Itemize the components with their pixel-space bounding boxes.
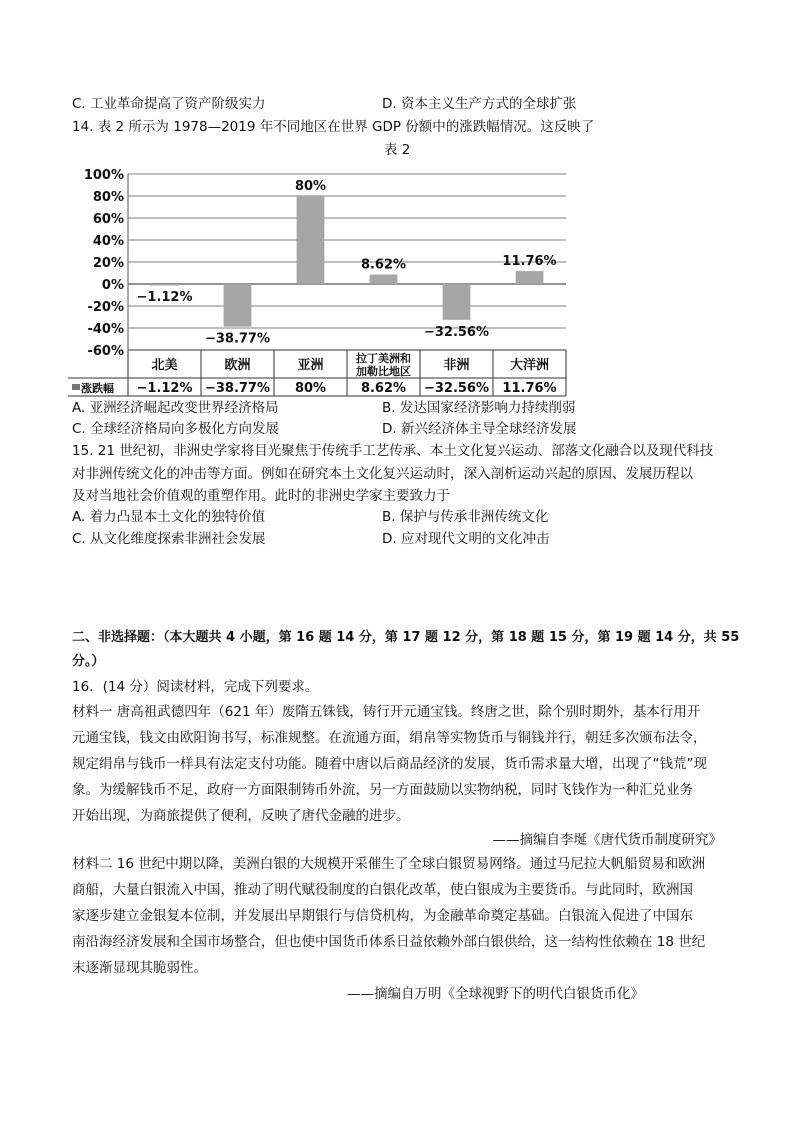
y-tick-label: 80% (92, 190, 124, 205)
category-label: 非洲 (443, 358, 470, 373)
q14-option-d: D. 新兴经济体主导全球经济发展 (382, 421, 577, 437)
bar (516, 271, 544, 284)
table-value: 80% (294, 381, 327, 396)
chart-gridlines (128, 174, 566, 350)
bar (297, 196, 325, 284)
table-value: −1.12% (136, 381, 193, 396)
category-label: 加勒比地区 (356, 365, 411, 378)
legend-label: 涨跌幅 (81, 382, 114, 395)
q15-option-b: B. 保护与传承非洲传统文化 (382, 509, 549, 525)
bar (443, 284, 471, 320)
table-value: 11.76% (502, 381, 557, 396)
y-tick-label: 0% (101, 278, 124, 293)
bar (224, 284, 252, 327)
material-2-line-1: 材料二 16 世纪中期以降，美洲白银的大规模开采催生了全球白银贸易网络。通过马尼拉大帆船贸易和欧洲 (72, 856, 706, 872)
material-2-line-5: 末逐渐显现其脆弱性。 (72, 960, 207, 976)
bar (151, 284, 179, 286)
q16-stem: 16．(14 分）阅读材料，完成下列要求。 (72, 679, 319, 695)
gdp-change-chart (68, 162, 568, 397)
q14-option-a: A. 亚洲经济崛起改变世界经济格局 (72, 400, 279, 416)
material-2-line-3: 家逐步建立金银复本位制，并发展出早期银行与信贷机构，为金融革命奠定基础。白银流入促进了中国东 (72, 908, 693, 924)
value-label: 8.62% (360, 257, 407, 273)
q15-option-c: C. 从文化维度探索非洲社会发展 (72, 531, 266, 547)
q15-stem-line-3: 及对当地社会价值观的重塑作用。此时的非洲史学家主要致力于 (72, 488, 450, 504)
section-heading-line-1: 二、非选择题：（本大题共 4 小题，第 16 题 14 分，第 17 题 12 分，第 18 题 15 分，第 19 题 14 分，共 55 (72, 630, 740, 645)
value-label: 11.76% (502, 254, 557, 270)
value-label: −1.12% (136, 290, 193, 306)
y-tick-label: 60% (92, 212, 124, 227)
y-tick-label: 40% (92, 234, 124, 249)
material-1-line-5: 开始出现，为商旅提供了便利，反映了唐代金融的进步。 (72, 808, 410, 824)
category-label: 大洋洲 (509, 358, 550, 373)
q15-stem-line-1: 15. 21 世纪初，非洲史学家将目光聚焦于传统手工艺传承、本土文化复兴运动、部落文化融合以及现代科技 (72, 443, 714, 459)
chart-bars (151, 196, 544, 327)
table-value: 8.62% (360, 381, 407, 396)
q13-option-c: C. 工业革命提高了资产阶级实力 (72, 96, 266, 112)
chart-data-table (68, 350, 566, 396)
material-1-line-2: 元通宝钱，钱文由欧阳询书写，标准规整。在流通方面，绢帛等实物货币与铜钱并行，朝廷多次颁布法令， (72, 730, 707, 746)
material-2-line-4: 南沿海经济发展和全国市场整合，但也使中国货币体系日益依赖外部白银供给，这一结构性依赖在 18 世纪 (72, 934, 706, 950)
material-2-source: ——摘编自万明《全球视野下的明代白银货币化》 (347, 986, 644, 1002)
q15-stem-line-2: 对非洲传统文化的冲击等方面。例如在研究本土文化复兴运动时，深入剖析运动兴起的原因、发展历程以 (72, 466, 693, 482)
material-1-source: ——摘编自李埏《唐代货币制度研究》 (492, 832, 722, 848)
y-tick-label: 20% (92, 256, 124, 271)
material-1-line-3: 规定绢帛与钱币一样具有法定支付功能。随着中唐以后商品经济的发展，货币需求量大增，出现了“钱荒”现 (72, 756, 707, 772)
q15-option-a: A. 着力凸显本土文化的独特价值 (72, 509, 266, 525)
table-caption: 表 2 (384, 142, 411, 158)
q14-stem: 14. 表 2 所示为 1978—2019 年不同地区在世界 GDP 份额中的涨跌幅情况。这反映了 (72, 119, 595, 135)
table-value: −32.56% (423, 381, 490, 396)
bar (370, 275, 398, 284)
legend-swatch (72, 384, 80, 390)
section-heading-line-2: 分。） (72, 654, 105, 669)
category-label: 拉丁美洲和 (356, 352, 411, 365)
value-label: −32.56% (423, 324, 490, 340)
value-label: −38.77% (204, 331, 271, 347)
category-label: 亚洲 (297, 358, 324, 373)
value-label: 80% (294, 179, 327, 194)
y-tick-label: -20% (87, 300, 124, 315)
chart-value-labels (137, 179, 557, 347)
q14-option-b: B. 发达国家经济影响力持续削弱 (382, 400, 576, 416)
chart-y-ticks (84, 168, 124, 359)
y-tick-label: 100% (83, 168, 124, 183)
table-value: −38.77% (204, 381, 271, 396)
category-label: 欧洲 (224, 358, 251, 373)
q13-option-d: D. 资本主义生产方式的全球扩张 (382, 96, 577, 112)
material-2-line-2: 商船，大量白银流入中国，推动了明代赋役制度的白银化改革，使白银成为主要货币。与此同时，欧洲国 (72, 882, 693, 898)
q15-option-d: D. 应对现代文明的文化冲击 (382, 531, 550, 547)
category-label: 北美 (151, 358, 178, 373)
y-tick-label: -60% (87, 344, 124, 359)
q14-option-c: C. 全球经济格局向多极化方向发展 (72, 421, 280, 437)
y-tick-label: -40% (87, 322, 124, 337)
material-1-line-4: 象。为缓解钱币不足，政府一方面限制铸币外流，另一方面鼓励以实物纳税，同时飞钱作为一种汇兑业务 (72, 782, 693, 798)
material-1-line-1: 材料一 唐高祖武德四年（621 年）废隋五铢钱，铸行开元通宝钱。终唐之世，除个别时期外，基本行用开 (72, 704, 701, 720)
